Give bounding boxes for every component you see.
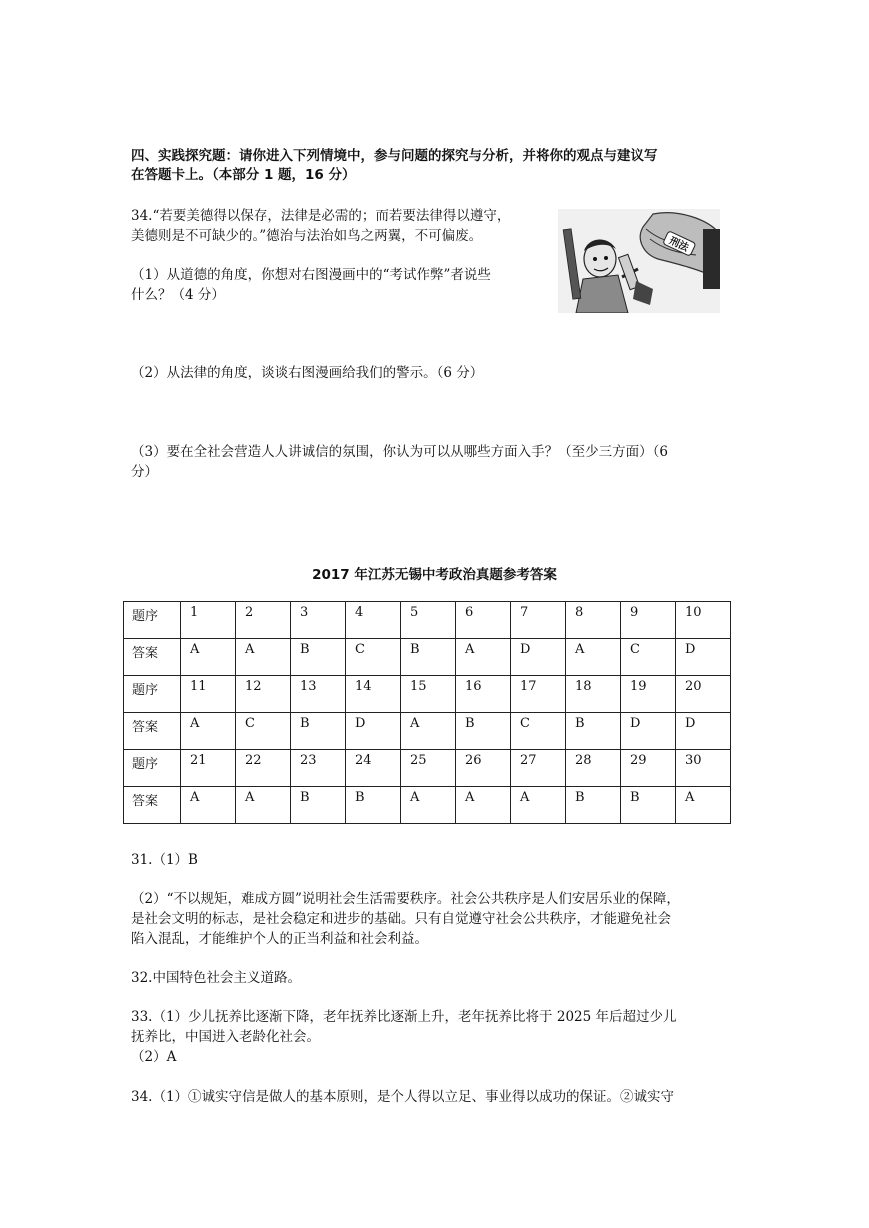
table-cell: 21 <box>181 750 236 787</box>
table-cell: 7 <box>511 602 566 639</box>
table-cell: 27 <box>511 750 566 787</box>
table-row-question-numbers <box>124 602 731 639</box>
table-cell: A <box>181 639 236 676</box>
section4-heading-line1: 四、实践探究题：请你进入下列情境中，参与问题的探究与分析，并将你的观点与建议写 <box>131 148 658 164</box>
table-cell: 26 <box>456 750 511 787</box>
table-row-answers <box>124 639 731 676</box>
answer-table <box>123 601 731 824</box>
table-cell: 19 <box>621 676 676 713</box>
table-cell: A <box>676 787 731 824</box>
table-cell: A <box>401 713 456 750</box>
table-cell: A <box>511 787 566 824</box>
table-cell: 10 <box>676 602 731 639</box>
table-cell: C <box>621 639 676 676</box>
a31-part2-line2: 是社会文明的标志，是社会稳定和进步的基础。只有自觉遵守社会公共秩序，才能避免社会 <box>131 911 671 927</box>
q34-sub3-line2: 分） <box>131 464 158 480</box>
table-cell: 14 <box>346 676 401 713</box>
table-cell: 24 <box>346 750 401 787</box>
table-cell: 2 <box>236 602 291 639</box>
table-row-header-cell: 答案 <box>124 713 181 750</box>
table-cell: B <box>566 713 621 750</box>
table-row-header-cell: 题序 <box>124 676 181 713</box>
table-cell: D <box>676 713 731 750</box>
table-cell: B <box>401 639 456 676</box>
table-cell: 11 <box>181 676 236 713</box>
table-row-header-cell: 答案 <box>124 787 181 824</box>
a31-part2-line3: 陷入混乱，才能维护个人的正当利益和社会利益。 <box>131 931 428 947</box>
table-cell: B <box>291 713 346 750</box>
table-cell: 17 <box>511 676 566 713</box>
table-cell: 23 <box>291 750 346 787</box>
table-cell: 6 <box>456 602 511 639</box>
cartoon-illustration <box>558 209 720 313</box>
a33-line2: 抚养比，中国进入老龄化社会。 <box>131 1029 320 1045</box>
table-cell: C <box>236 713 291 750</box>
table-cell: D <box>621 713 676 750</box>
q34-sub3-line1: （3）要在全社会营造人人讲诚信的氛围，你认为可以从哪些方面入手？（至少三方面）（6 <box>131 444 668 460</box>
answers-title: 2017 年江苏无锡中考政治真题参考答案 <box>312 567 557 583</box>
table-cell: A <box>566 639 621 676</box>
table-cell: 1 <box>181 602 236 639</box>
table-cell: A <box>236 639 291 676</box>
q34-sub1-line1: （1）从道德的角度，你想对右图漫画中的“考试作弊”者说些 <box>131 267 491 283</box>
table-cell: 15 <box>401 676 456 713</box>
table-cell: B <box>346 787 401 824</box>
q34-sub2: （2）从法律的角度，谈谈右图漫画给我们的警示。（6 分） <box>131 365 484 381</box>
table-cell: 30 <box>676 750 731 787</box>
table-cell: A <box>456 787 511 824</box>
table-cell: D <box>676 639 731 676</box>
table-cell: 3 <box>291 602 346 639</box>
table-cell: A <box>401 787 456 824</box>
table-cell: B <box>456 713 511 750</box>
cartoon-image <box>558 209 720 313</box>
table-cell: 8 <box>566 602 621 639</box>
table-row-answers <box>124 787 731 824</box>
table-cell: B <box>566 787 621 824</box>
table-cell: 29 <box>621 750 676 787</box>
table-cell: 25 <box>401 750 456 787</box>
table-cell: B <box>621 787 676 824</box>
a31-part2-line1: （2）“不以规矩，难成方圆”说明社会生活需要秩序。社会公共秩序是人们安居乐业的保障， <box>131 891 680 907</box>
table-cell: A <box>456 639 511 676</box>
table-cell: 5 <box>401 602 456 639</box>
table-cell: 4 <box>346 602 401 639</box>
table-row-question-numbers <box>124 676 731 713</box>
table-cell: C <box>511 713 566 750</box>
answer-34: 34.（1）①诚实守信是做人的基本原则，是个人得以立足、事业得以成功的保证。②诚实守 <box>131 1089 675 1105</box>
table-cell: 16 <box>456 676 511 713</box>
a33-line3: （2）A <box>131 1049 177 1065</box>
table-row-header-cell: 题序 <box>124 602 181 639</box>
table-row-answers <box>124 713 731 750</box>
section4-heading-line2: 在答题卡上。（本部分 1 题，16 分） <box>131 167 356 183</box>
table-cell: A <box>181 787 236 824</box>
table-cell: A <box>181 713 236 750</box>
q34-stem-line2: 美德则是不可缺少的。”德治与法治如鸟之两翼，不可偏废。 <box>131 228 483 244</box>
table-cell: 28 <box>566 750 621 787</box>
table-cell: A <box>236 787 291 824</box>
table-cell: B <box>291 787 346 824</box>
a31-part1: 31.（1）B <box>131 852 198 868</box>
table-cell: 18 <box>566 676 621 713</box>
q34-stem-line1: 34.“若要美德得以保存，法律是必需的；而若要法律得以遵守， <box>131 208 511 224</box>
a33-line1: 33.（1）少儿抚养比逐渐下降，老年抚养比逐渐上升，老年抚养比将于 2025 年后超过少儿 <box>131 1009 677 1025</box>
table-row-question-numbers <box>124 750 731 787</box>
table-row-header-cell: 题序 <box>124 750 181 787</box>
table-cell: B <box>291 639 346 676</box>
table-row-header-cell: 答案 <box>124 639 181 676</box>
answer-32: 32.中国特色社会主义道路。 <box>131 970 301 986</box>
table-cell: 12 <box>236 676 291 713</box>
cartoon-label: 刑法 <box>667 235 691 255</box>
table-cell: 9 <box>621 602 676 639</box>
table-cell: C <box>346 639 401 676</box>
table-cell: D <box>346 713 401 750</box>
table-cell: 13 <box>291 676 346 713</box>
table-cell: 22 <box>236 750 291 787</box>
table-cell: 20 <box>676 676 731 713</box>
q34-sub1-line2: 什么？（4 分） <box>131 287 225 303</box>
table-cell: D <box>511 639 566 676</box>
